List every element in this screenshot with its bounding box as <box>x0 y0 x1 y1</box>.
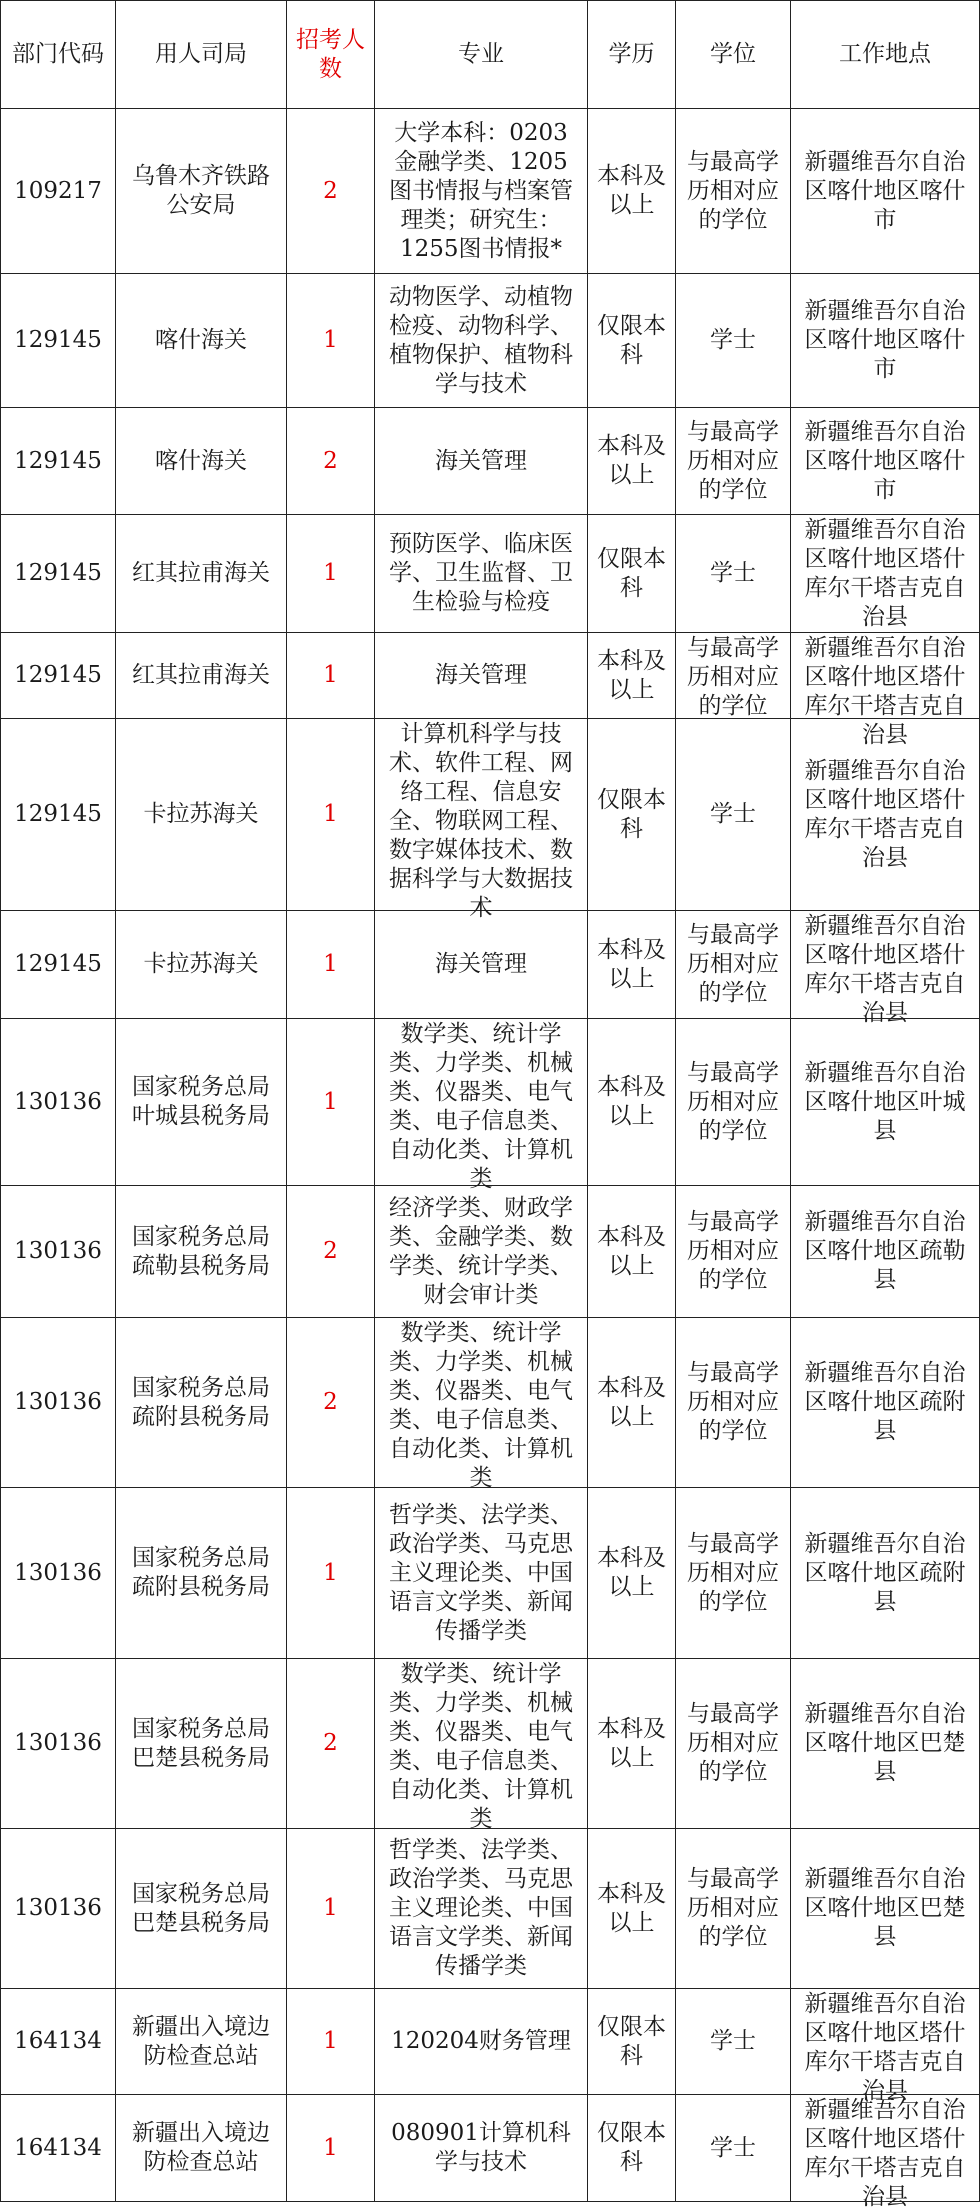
degree-cell-text: 与最高学历相对应的学位 <box>687 634 779 719</box>
dept-code-cell-text: 129145 <box>14 951 102 977</box>
table-row <box>1 274 980 408</box>
dept-code-cell <box>1 1488 116 1659</box>
table-row <box>1 1488 980 1659</box>
header-education: 学历 <box>588 1 676 109</box>
table-row <box>1 1659 980 1829</box>
major-cell <box>375 1318 588 1491</box>
major-cell-text: 哲学类、法学类、政治学类、马克思主义理论类、中国语言文学类、新闻传播学类 <box>389 1837 573 1979</box>
degree-cell-text: 与最高学历相对应的学位 <box>687 1866 779 1950</box>
education-cell <box>588 1488 676 1659</box>
degree-cell <box>676 408 791 515</box>
table-row <box>1 109 980 274</box>
location-cell-text: 新疆维吾尔自治区喀什地区塔什库尔干塔吉克自治县 <box>804 2096 966 2210</box>
unit-cell <box>116 1318 287 1488</box>
dept-code-cell <box>1 515 116 633</box>
degree-cell-text: 与最高学历相对应的学位 <box>687 1209 779 1293</box>
location-cell <box>791 1989 980 2104</box>
unit-cell-text: 新疆出入境边防检查总站 <box>132 2013 270 2069</box>
count-cell <box>287 109 375 274</box>
major-cell <box>375 2095 588 2202</box>
table-row <box>1 1019 980 1186</box>
education-cell <box>588 1829 676 1989</box>
education-cell-text: 本科及以上 <box>597 1374 666 1430</box>
count-cell <box>287 515 375 633</box>
location-cell-text: 新疆维吾尔自治区喀什地区疏附县 <box>804 1530 966 1615</box>
unit-cell <box>116 1186 287 1318</box>
dept-code-cell <box>1 1186 116 1318</box>
unit-cell <box>116 911 287 1019</box>
location-cell <box>791 633 980 748</box>
degree-cell-text: 与最高学历相对应的学位 <box>687 922 779 1006</box>
dept-code-cell <box>1 1659 116 1829</box>
dept-code-cell <box>1 408 116 515</box>
major-cell <box>375 1829 588 1989</box>
degree-cell <box>676 1318 791 1488</box>
location-cell <box>791 1829 980 1989</box>
location-cell <box>791 1186 980 1318</box>
unit-cell-text: 乌鲁木齐铁路公安局 <box>132 163 270 218</box>
dept-code-cell-text: 130136 <box>14 1559 102 1586</box>
header-major: 专业 <box>375 1 588 109</box>
education-cell-text: 本科及以上 <box>597 936 666 992</box>
dept-code-cell <box>1 109 116 274</box>
degree-cell <box>676 2095 791 2202</box>
table-row <box>1 515 980 633</box>
unit-cell <box>116 109 287 274</box>
location-cell <box>791 1659 980 1829</box>
major-cell-text: 数学类、统计学类、力学类、机械类、仪器类、电气类、电子信息类、自动化类、计算机类 <box>389 1319 573 1491</box>
degree-cell <box>676 1186 791 1318</box>
degree-cell <box>676 719 791 911</box>
location-cell-text: 新疆维吾尔自治区喀什地区疏勒县 <box>804 1209 966 1293</box>
education-cell <box>588 719 676 911</box>
degree-cell-text: 与最高学历相对应的学位 <box>687 1530 779 1615</box>
major-cell <box>375 274 588 408</box>
education-cell-text: 本科及以上 <box>597 1545 666 1600</box>
dept-code-cell <box>1 1989 116 2095</box>
education-cell <box>588 1318 676 1488</box>
degree-cell-text: 与最高学历相对应的学位 <box>687 1701 779 1785</box>
major-cell-text: 经济学类、财政学类、金融学类、数学类、统计学类、财会审计类 <box>389 1194 573 1308</box>
unit-cell-text: 卡拉苏海关 <box>143 951 259 977</box>
header-count: 招考人数 <box>287 1 375 109</box>
degree-cell-text: 与最高学历相对应的学位 <box>687 418 779 503</box>
location-cell-text: 新疆维吾尔自治区喀什地区喀什市 <box>804 418 966 503</box>
dept-code-cell-text: 109217 <box>14 177 102 204</box>
education-cell-text: 仅限本科 <box>597 2013 666 2069</box>
table-row <box>1 911 980 1019</box>
major-cell <box>375 719 588 921</box>
degree-cell <box>676 1829 791 1989</box>
dept-code-cell <box>1 274 116 408</box>
table-row <box>1 408 980 515</box>
table-header <box>1 1 980 109</box>
table-row <box>1 719 980 911</box>
count-cell-text: 2 <box>323 1730 338 1756</box>
dept-code-cell-text: 130136 <box>14 1895 102 1921</box>
table-row <box>1 2095 980 2202</box>
degree-cell <box>676 1659 791 1829</box>
dept-code-cell <box>1 633 116 719</box>
unit-cell-text: 国家税务总局疏勒县税务局 <box>132 1223 270 1279</box>
degree-cell-text: 与最高学历相对应的学位 <box>687 1059 779 1144</box>
unit-cell-text: 红其拉甫海关 <box>132 662 270 688</box>
unit-cell-text: 国家税务总局疏附县税务局 <box>132 1374 270 1430</box>
education-cell <box>588 1019 676 1186</box>
major-cell-text: 计算机科学与技术、软件工程、网络工程、信息安全、物联网工程、数字媒体技术、数据科学与大数据技术 <box>389 720 573 921</box>
count-cell-text: 2 <box>323 1238 338 1264</box>
unit-cell-text: 国家税务总局疏附县税务局 <box>132 1545 270 1600</box>
location-cell <box>791 109 980 274</box>
dept-code-cell-text: 130136 <box>14 1088 102 1115</box>
major-cell-text: 海关管理 <box>435 951 527 977</box>
education-cell-text: 本科及以上 <box>597 1074 666 1129</box>
count-cell <box>287 1829 375 1989</box>
count-cell-text: 1 <box>323 801 338 827</box>
header-degree: 学位 <box>676 1 791 109</box>
dept-code-cell <box>1 1829 116 1989</box>
location-cell-text: 新疆维吾尔自治区喀什地区喀什市 <box>804 298 966 382</box>
count-cell <box>287 1019 375 1186</box>
dept-code-cell <box>1 2095 116 2202</box>
location-cell-text: 新疆维吾尔自治区喀什地区塔什库尔干塔吉克自治县 <box>804 757 966 871</box>
unit-cell <box>116 515 287 633</box>
header-dept-code: 部门代码 <box>1 1 116 109</box>
table-row <box>1 1186 980 1318</box>
major-cell-text: 大学本科：0203金融学类、1205图书情报与档案管理类；研究生：1255图书情报* <box>389 119 573 262</box>
location-cell <box>791 515 980 633</box>
unit-cell <box>116 1019 287 1186</box>
degree-cell-text: 与最高学历相对应的学位 <box>687 148 779 233</box>
education-cell-text: 仅限本科 <box>597 545 666 601</box>
education-cell-text: 仅限本科 <box>597 2120 666 2175</box>
dept-code-cell-text: 164134 <box>14 2028 102 2054</box>
major-cell <box>375 911 588 1019</box>
location-cell <box>791 2095 980 2210</box>
major-cell-text: 哲学类、法学类、政治学类、马克思主义理论类、中国语言文学类、新闻传播学类 <box>389 1501 573 1644</box>
degree-cell-text: 学士 <box>710 327 756 353</box>
degree-cell-text: 学士 <box>710 801 756 827</box>
location-cell <box>791 1019 980 1186</box>
education-cell <box>588 515 676 633</box>
education-cell <box>588 109 676 274</box>
unit-cell <box>116 274 287 408</box>
dept-code-cell <box>1 719 116 911</box>
major-cell-text: 动物医学、动植物检疫、动物科学、植物保护、植物科学与技术 <box>389 283 573 397</box>
count-cell <box>287 408 375 515</box>
dept-code-cell-text: 129145 <box>14 447 102 474</box>
education-cell-text: 本科及以上 <box>597 1715 666 1771</box>
count-cell <box>287 911 375 1019</box>
major-cell-text: 预防医学、临床医学、卫生监督、卫生检验与检疫 <box>389 531 573 615</box>
education-cell <box>588 633 676 719</box>
degree-cell <box>676 1019 791 1186</box>
count-cell <box>287 633 375 719</box>
degree-cell <box>676 1989 791 2095</box>
degree-cell <box>676 911 791 1019</box>
count-cell-text: 2 <box>323 177 338 204</box>
count-cell-text: 1 <box>323 2028 338 2054</box>
major-cell-text: 海关管理 <box>435 662 527 688</box>
location-cell-text: 新疆维吾尔自治区喀什地区喀什市 <box>804 148 966 233</box>
location-cell-text: 新疆维吾尔自治区喀什地区叶城县 <box>804 1059 966 1144</box>
unit-cell <box>116 408 287 515</box>
location-cell-text: 新疆维吾尔自治区喀什地区疏附县 <box>804 1360 966 1444</box>
dept-code-cell-text: 129145 <box>14 662 102 688</box>
location-cell-text: 新疆维吾尔自治区喀什地区塔什库尔干塔吉克自治县 <box>804 634 966 748</box>
unit-cell-text: 红其拉甫海关 <box>132 560 270 586</box>
unit-cell <box>116 719 287 911</box>
education-cell <box>588 1186 676 1318</box>
table-body <box>1 109 980 2210</box>
unit-cell-text: 喀什海关 <box>155 327 247 353</box>
education-cell-text: 仅限本科 <box>597 786 666 842</box>
count-cell-text: 1 <box>323 2134 338 2161</box>
count-cell <box>287 1989 375 2095</box>
dept-code-cell-text: 130136 <box>14 1730 102 1756</box>
dept-code-cell-text: 129145 <box>14 327 102 353</box>
degree-cell <box>676 1488 791 1659</box>
location-cell-text: 新疆维吾尔自治区喀什地区塔什库尔干塔吉克自治县 <box>804 516 966 630</box>
education-cell <box>588 1659 676 1829</box>
education-cell-text: 本科及以上 <box>597 1223 666 1279</box>
major-cell-text: 数学类、统计学类、力学类、机械类、仪器类、电气类、电子信息类、自动化类、计算机类 <box>389 1020 573 1192</box>
education-cell-text: 仅限本科 <box>597 312 666 368</box>
education-cell <box>588 274 676 408</box>
unit-cell-text: 国家税务总局巴楚县税务局 <box>132 1715 270 1771</box>
count-cell <box>287 1659 375 1829</box>
count-cell <box>287 1318 375 1488</box>
education-cell <box>588 408 676 515</box>
table-row <box>1 633 980 719</box>
dept-code-cell <box>1 1019 116 1186</box>
unit-cell <box>116 1829 287 1989</box>
unit-cell-text: 喀什海关 <box>155 447 247 474</box>
degree-cell <box>676 274 791 408</box>
count-cell <box>287 719 375 911</box>
major-cell <box>375 109 588 274</box>
dept-code-cell <box>1 911 116 1019</box>
unit-cell <box>116 2095 287 2202</box>
count-cell-text: 1 <box>323 951 338 977</box>
major-cell-text: 数学类、统计学类、力学类、机械类、仪器类、电气类、电子信息类、自动化类、计算机类 <box>389 1660 573 1832</box>
major-cell-text: 120204财务管理 <box>391 2028 571 2054</box>
unit-cell <box>116 1488 287 1659</box>
degree-cell <box>676 515 791 633</box>
education-cell-text: 本科及以上 <box>597 647 666 703</box>
dept-code-cell-text: 164134 <box>14 2134 102 2161</box>
count-cell <box>287 1186 375 1318</box>
unit-cell-text: 新疆出入境边防检查总站 <box>132 2120 270 2175</box>
dept-code-cell <box>1 1318 116 1488</box>
table-row <box>1 1318 980 1488</box>
major-cell <box>375 1659 588 1832</box>
unit-cell <box>116 1989 287 2095</box>
degree-cell-text: 与最高学历相对应的学位 <box>687 1360 779 1444</box>
education-cell-text: 本科及以上 <box>597 163 666 218</box>
degree-cell-text: 学士 <box>710 2028 756 2054</box>
education-cell <box>588 911 676 1019</box>
dept-code-cell-text: 129145 <box>14 801 102 827</box>
location-cell-text: 新疆维吾尔自治区喀什地区塔什库尔干塔吉克自治县 <box>804 912 966 1026</box>
degree-cell <box>676 109 791 274</box>
unit-cell <box>116 1659 287 1829</box>
major-cell <box>375 633 588 719</box>
major-cell-text: 080901计算机科学与技术 <box>391 2120 571 2175</box>
dept-code-cell-text: 130136 <box>14 1238 102 1264</box>
count-cell-text: 2 <box>323 1389 338 1415</box>
table-row <box>1 1989 980 2095</box>
table-row <box>1 1829 980 1989</box>
degree-cell-text: 学士 <box>710 560 756 586</box>
dept-code-cell-text: 130136 <box>14 1389 102 1415</box>
count-cell-text: 1 <box>323 1559 338 1586</box>
location-cell <box>791 274 980 408</box>
unit-cell-text: 国家税务总局巴楚县税务局 <box>132 1880 270 1936</box>
count-cell-text: 1 <box>323 327 338 353</box>
header-unit: 用人司局 <box>116 1 287 109</box>
education-cell-text: 本科及以上 <box>597 433 666 488</box>
count-cell-text: 1 <box>323 1088 338 1115</box>
major-cell <box>375 1989 588 2095</box>
count-cell-text: 2 <box>323 447 338 474</box>
major-cell <box>375 1488 588 1659</box>
unit-cell <box>116 633 287 719</box>
degree-cell <box>676 633 791 719</box>
unit-cell-text: 卡拉苏海关 <box>143 801 259 827</box>
location-cell <box>791 911 980 1026</box>
count-cell-text: 1 <box>323 560 338 586</box>
unit-cell-text: 国家税务总局叶城县税务局 <box>132 1074 270 1129</box>
education-cell <box>588 1989 676 2095</box>
major-cell <box>375 1019 588 1192</box>
location-cell-text: 新疆维吾尔自治区喀什地区巴楚县 <box>804 1866 966 1950</box>
count-cell <box>287 2095 375 2202</box>
count-cell-text: 1 <box>323 1895 338 1921</box>
count-cell-text: 1 <box>323 662 338 688</box>
degree-cell-text: 学士 <box>710 2134 756 2161</box>
major-cell-text: 海关管理 <box>435 447 527 474</box>
location-cell-text: 新疆维吾尔自治区喀什地区塔什库尔干塔吉克自治县 <box>804 1990 966 2104</box>
education-cell-text: 本科及以上 <box>597 1880 666 1936</box>
dept-code-cell-text: 129145 <box>14 560 102 586</box>
count-cell <box>287 1488 375 1659</box>
education-cell <box>588 2095 676 2202</box>
major-cell <box>375 408 588 515</box>
location-cell <box>791 1318 980 1488</box>
count-cell <box>287 274 375 408</box>
location-cell <box>791 1488 980 1659</box>
major-cell <box>375 1186 588 1318</box>
header-location: 工作地点 <box>791 1 980 109</box>
major-cell <box>375 515 588 633</box>
location-cell-text: 新疆维吾尔自治区喀什地区巴楚县 <box>804 1701 966 1785</box>
location-cell <box>791 408 980 515</box>
